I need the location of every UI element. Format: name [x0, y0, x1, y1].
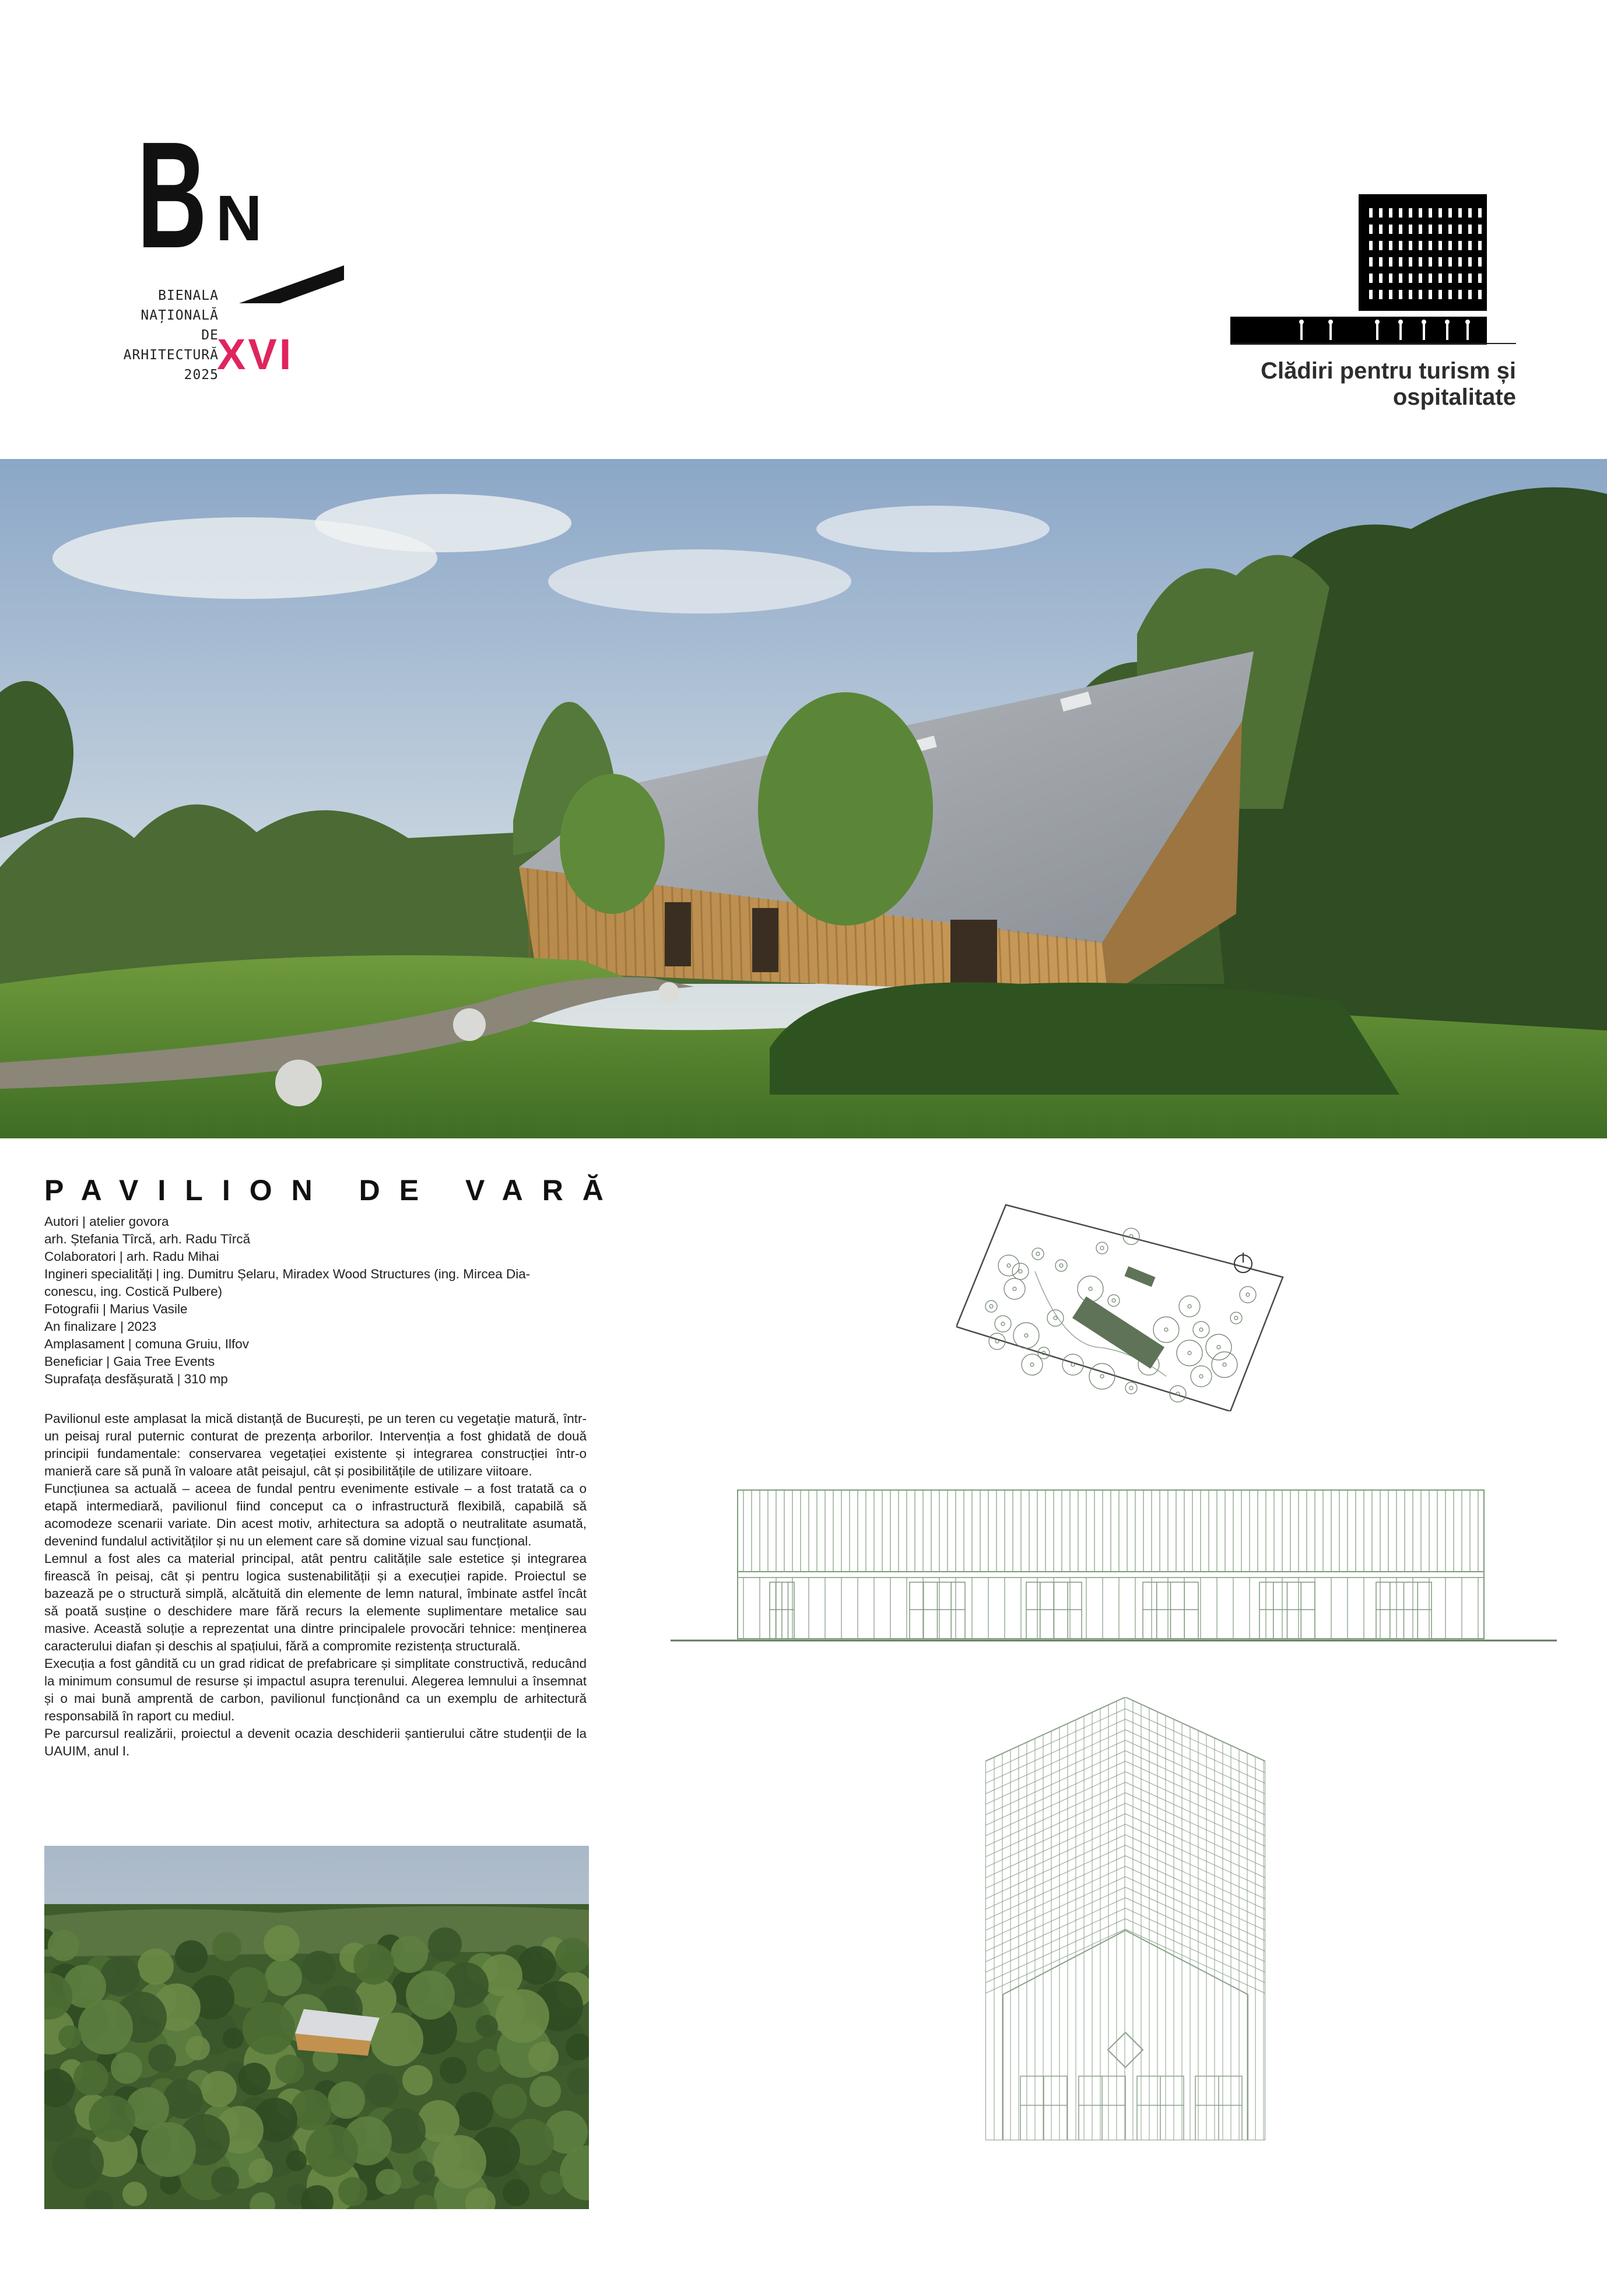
credit-line: Amplasament | comuna Gruiu, Ilfov	[44, 1337, 249, 1351]
project-credits	[44, 1213, 587, 1388]
project-description	[44, 1410, 587, 1760]
category-title: Clădiri pentru turism și ospitalitate	[1261, 358, 1516, 410]
gable-section-drawing	[985, 1697, 1265, 2140]
elevation-drawing	[671, 1484, 1557, 1645]
logo-line-2: NAȚIONALĂ	[141, 308, 219, 323]
description-paragraph: Lemnul a fost ales ca material principal, atât pentru calitățile sale estetice și integrarea firească în peisaj, cât și pentru logica sustenabilității și a execuției rapide. Proiectul se bazează pe o structură simplă, alcătuită din elemente de lemn natural, îmbinate astfel încât să poată susține o deschidere mare fără recurs la elemente suplimentare metalice sau masive. Această soluție a reprezentat una dintre principalele provocări tehnice: menținerea caracterului diafan și deschis al spațiului, fără a compromite rezistența structurală.	[44, 1551, 587, 1653]
logo-letter-n: N	[216, 192, 262, 254]
hero-photo	[0, 459, 1607, 1138]
north-arrow-icon	[1234, 1253, 1252, 1273]
logo-line-3: DE	[201, 328, 219, 343]
bna-logo-na	[216, 192, 344, 303]
description-paragraph: Execuția a fost gândită cu un grad ridicat de prefabricare și simplitate constructivă, reducând la minimum consumul de resurse și impactul asupra terenului. Alegerea lemnului a însemnat și o mai bună amprentă de carbon, pavilionul funcționând ca un exemplu de arhitectură responsabilă în raport cu mediul.	[44, 1656, 587, 1723]
credit-line: Beneficiar | Gaia Tree Events	[44, 1354, 215, 1369]
logo-wordmark	[105, 286, 219, 385]
credit-line: Autori | atelier govora	[44, 1214, 169, 1229]
site-plan-pavilion-footprint	[1072, 1296, 1164, 1369]
edition-number: XVI	[217, 330, 294, 378]
credit-line: Colaboratori | arh. Radu Mihai	[44, 1249, 219, 1264]
description-paragraph: Pavilionul este amplasat la mică distanță de București, pe un teren cu vegetație matură, într-un peisaj rural puternic conturat de prezența arborilor. Intervenția a fost ghidată de două principii fundamentale: conservarea vegetației existente și integrarea construcției într-o manieră care să pună în valoare atât peisajul, cât și posibilitățile de utilizare viitoare.	[44, 1411, 587, 1478]
credit-line: arh. Ștefania Tîrcă, arh. Radu Tîrcă	[44, 1232, 251, 1246]
category-divider	[1230, 343, 1516, 344]
site-plan-drawing	[956, 1201, 1300, 1411]
description-paragraph: Funcțiunea sa actuală – aceea de fundal pentru evenimente estivale – a fost tratată ca o etapă intermediară, pavilionul fiind conceput ca o infrastructură flexibilă, capabilă să acomodeze scenarii variate. Din acest motiv, arhitectura sa adoptă o neutralitate asumată, devenind fundalul activităților și nu un element care să domine vizual sau funcțional.	[44, 1481, 587, 1548]
project-title: PAVILION DE VARĂ	[44, 1174, 623, 1207]
category-building-icon	[1230, 194, 1487, 345]
logo-line-1: BIENALA	[158, 288, 219, 303]
credit-line: An finalizare | 2023	[44, 1319, 157, 1334]
credit-line: Fotografii | Marius Vasile	[44, 1302, 188, 1316]
logo-line-5: 2025	[184, 367, 219, 383]
aerial-photo	[44, 1846, 589, 2209]
logo-line-4: ARHITECTURĂ	[123, 348, 219, 363]
credit-line: Ingineri specialități | ing. Dumitru Șelaru, Miradex Wood Structures (ing. Mircea Dia- conescu, ing. Costică Pulbere)	[44, 1267, 531, 1299]
description-paragraph: Pe parcursul realizării, proiectul a devenit ocazia deschiderii șantierului către studenții de la UAUIM, anul I.	[44, 1726, 587, 1758]
logo-letter-b: B	[137, 135, 207, 252]
credit-line: Suprafața desfășurată | 310 mp	[44, 1372, 228, 1386]
bna-logo-b	[137, 135, 207, 252]
logo-letter-a-shape	[239, 265, 344, 303]
